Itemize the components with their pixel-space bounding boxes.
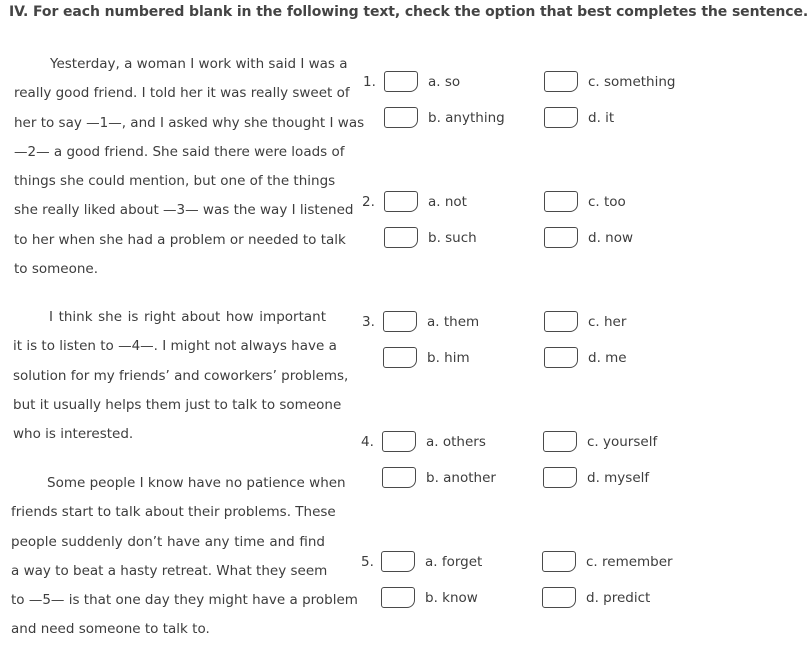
- paragraph-line: Yesterday, a woman I work with said I was a: [50, 56, 348, 72]
- option-label: d. it: [588, 109, 615, 126]
- option-3a[interactable]: [383, 311, 479, 332]
- option-label: d. now: [588, 229, 634, 246]
- option-4d[interactable]: [543, 467, 649, 488]
- option-5c[interactable]: [542, 551, 673, 572]
- checkbox[interactable]: [544, 107, 578, 128]
- checkbox[interactable]: [383, 311, 417, 332]
- checkbox[interactable]: [382, 431, 416, 452]
- option-2c[interactable]: [544, 191, 626, 212]
- paragraph-line: but it usually helps them just to talk to someone: [13, 396, 342, 413]
- option-5d[interactable]: [542, 587, 650, 608]
- option-label: d. myself: [587, 469, 650, 486]
- paragraph-line: a way to beat a hasty retreat. What they seem: [11, 562, 328, 579]
- option-1c[interactable]: [544, 71, 675, 92]
- paragraph-line: who is interested.: [13, 426, 134, 443]
- option-3c[interactable]: [544, 311, 626, 332]
- option-1d[interactable]: [544, 107, 614, 128]
- paragraph-line: things she could mention, but one of the things: [14, 173, 336, 190]
- checkbox[interactable]: [542, 587, 576, 608]
- option-label: a. forget: [425, 553, 483, 570]
- checkbox[interactable]: [544, 311, 578, 332]
- option-label: c. too: [588, 193, 626, 210]
- checkbox[interactable]: [381, 551, 415, 572]
- option-label: a. others: [426, 433, 486, 450]
- option-1b[interactable]: [384, 107, 505, 128]
- paragraph-line: and need someone to talk to.: [11, 621, 210, 638]
- option-1a[interactable]: [384, 71, 460, 92]
- checkbox[interactable]: [544, 347, 578, 368]
- paragraph-line: I think she is right about how important: [49, 309, 326, 325]
- checkbox[interactable]: [543, 467, 577, 488]
- option-3b[interactable]: [383, 347, 470, 368]
- option-label: c. remember: [586, 553, 673, 570]
- option-label: b. such: [428, 229, 477, 246]
- option-4c[interactable]: [543, 431, 657, 452]
- option-label: b. anything: [428, 109, 505, 126]
- paragraph-line: her to say —1—, and I asked why she thought I was: [14, 114, 365, 131]
- question-number: 3.: [362, 314, 375, 330]
- paragraph-line: she really liked about —3— was the way I listened: [14, 202, 354, 219]
- paragraph-line: it is to listen to —4—. I might not always have a: [13, 338, 337, 355]
- option-2a[interactable]: [384, 191, 467, 212]
- checkbox[interactable]: [543, 431, 577, 452]
- paragraph-line: —2— a good friend. She said there were loads of: [14, 143, 345, 160]
- question-number: 1.: [363, 74, 376, 90]
- option-label: b. another: [426, 469, 496, 486]
- checkbox[interactable]: [382, 467, 416, 488]
- paragraph-1: [14, 50, 365, 284]
- paragraph-line: solution for my friends’ and coworkers’ problems,: [13, 367, 349, 384]
- option-label: c. something: [588, 73, 676, 90]
- option-4b[interactable]: [382, 467, 496, 488]
- option-2b[interactable]: [384, 227, 477, 248]
- checkbox[interactable]: [384, 71, 418, 92]
- checkbox[interactable]: [544, 191, 578, 212]
- option-label: a. so: [428, 73, 461, 90]
- question-number: 4.: [361, 434, 374, 450]
- option-5b[interactable]: [381, 587, 478, 608]
- checkbox[interactable]: [544, 71, 578, 92]
- paragraph-line: really good friend. I told her it was really sweet of: [14, 85, 350, 102]
- paragraph-line: people suddenly don’t have any time and find: [11, 533, 325, 550]
- paragraph-2: [13, 303, 349, 449]
- checkbox[interactable]: [384, 191, 418, 212]
- paragraph-line: to her when she had a problem or needed to talk: [14, 231, 346, 248]
- option-label: d. me: [588, 349, 627, 366]
- option-label: b. know: [425, 589, 478, 606]
- option-label: d. predict: [586, 589, 651, 606]
- paragraph-line: friends start to talk about their problems. These: [11, 504, 336, 521]
- checkbox[interactable]: [542, 551, 576, 572]
- option-3d[interactable]: [544, 347, 627, 368]
- option-label: c. her: [588, 313, 627, 330]
- checkbox[interactable]: [384, 227, 418, 248]
- checkbox[interactable]: [384, 107, 418, 128]
- paragraph-3: [11, 469, 358, 645]
- option-4a[interactable]: [382, 431, 486, 452]
- option-label: b. him: [427, 349, 470, 366]
- option-label: c. yourself: [587, 433, 658, 450]
- paragraph-line: Some people I know have no patience when: [47, 475, 346, 491]
- option-2d[interactable]: [544, 227, 633, 248]
- question-number: 2.: [362, 194, 375, 210]
- option-label: a. not: [428, 193, 467, 210]
- option-5a[interactable]: [381, 551, 482, 572]
- checkbox[interactable]: [383, 347, 417, 368]
- question-number: 5.: [361, 554, 374, 570]
- option-label: a. them: [427, 313, 480, 330]
- instruction-heading: IV. For each numbered blank in the following text, check the option that best completes the sentence.: [9, 4, 808, 20]
- paragraph-line: to someone.: [14, 261, 99, 278]
- checkbox[interactable]: [381, 587, 415, 608]
- checkbox[interactable]: [544, 227, 578, 248]
- paragraph-line: to —5— is that one day they might have a problem: [11, 592, 358, 609]
